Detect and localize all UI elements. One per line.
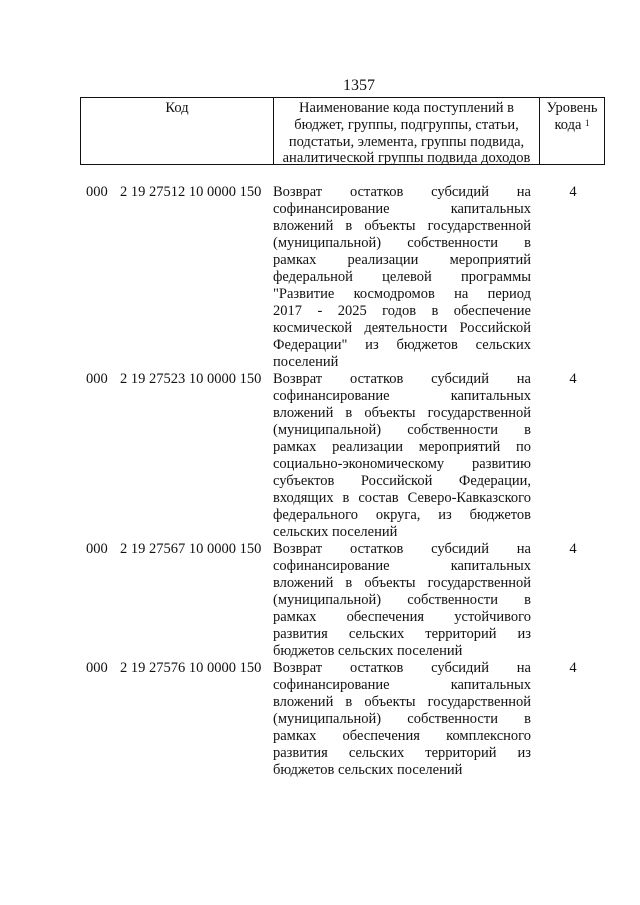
row-name-line: Возврат остатков субсидий на [273, 371, 531, 387]
row-name-line: рамках обеспечения устойчивого [273, 609, 531, 625]
header-name-line: подстатьи, элемента, группы подвида, [288, 133, 525, 150]
table-row [80, 541, 605, 660]
row-name-line: вложений в объекты государственной [273, 575, 531, 591]
header-name-line: бюджет, группы, подгруппы, статьи, [294, 116, 519, 133]
row-name-line: "Развитие космодромов на период [273, 286, 531, 302]
row-name-line: вложений в объекты государственной [273, 694, 531, 710]
row-budget-code: 2 19 27567 10 0000 150 [120, 541, 262, 557]
page-number: 1357 [343, 77, 375, 94]
row-admin-code: 000 [86, 660, 108, 676]
row-name-line: Федерации" из бюджетов сельских [273, 337, 531, 353]
row-name-line: софинансирование капитальных [273, 201, 531, 217]
row-name-line: федеральной целевой программы [273, 269, 531, 285]
row-name-line: (муниципальной) собственности в [273, 592, 531, 608]
table-row [80, 660, 605, 779]
table-body [80, 184, 605, 779]
row-level: 4 [569, 371, 577, 387]
row-name-line: (муниципальной) собственности в [273, 235, 531, 251]
header-level-line2 [540, 117, 604, 134]
table-row [80, 184, 605, 371]
row-name-line: развития сельских территорий из [273, 626, 531, 642]
row-name-line: федерального округа, из бюджетов [273, 507, 531, 523]
row-name-line: рамках реализации мероприятий [273, 252, 531, 268]
row-name-line: бюджетов сельских поселений [273, 643, 463, 659]
row-name-line: рамках обеспечения комплексного [273, 728, 531, 744]
header-name-line: Наименование кода поступлений в [299, 100, 514, 116]
row-name-line: софинансирование капитальных [273, 677, 531, 693]
row-budget-code: 2 19 27512 10 0000 150 [120, 184, 262, 200]
row-name-line: социально-экономическому развитию [273, 456, 531, 472]
row-name-line: 2017 - 2025 годов в обеспечение [273, 303, 531, 319]
row-name-line: вложений в объекты государственной [273, 218, 531, 234]
row-name-line: вложений в объекты государственной [273, 405, 531, 421]
row-admin-code: 000 [86, 184, 108, 200]
row-admin-code: 000 [86, 371, 108, 387]
row-admin-code: 000 [86, 541, 108, 557]
row-name-line: бюджетов сельских поселений [273, 762, 463, 778]
row-name-line: рамках реализации мероприятий по [273, 439, 531, 455]
row-name [273, 660, 531, 779]
header-level-line1: Уровень [546, 100, 598, 116]
header-level-label: кода [554, 116, 582, 133]
row-name-line: развития сельских территорий из [273, 745, 531, 761]
row-name-line: поселений [273, 354, 339, 370]
table-row [80, 371, 605, 541]
row-name-line: Возврат остатков субсидий на [273, 184, 531, 200]
row-level: 4 [569, 184, 577, 200]
footnote-marker: 1 [585, 117, 590, 128]
header-name [274, 98, 540, 167]
row-name-line: субъектов Российской Федерации, [273, 473, 531, 489]
row-name-line: Возврат остатков субсидий на [273, 541, 531, 557]
row-name-line: софинансирование капитальных [273, 558, 531, 574]
row-name [273, 371, 531, 541]
header-code: Код [81, 98, 274, 164]
row-level: 4 [569, 660, 577, 676]
table-header [80, 97, 605, 165]
row-name [273, 184, 531, 371]
row-name-line: софинансирование капитальных [273, 388, 531, 404]
row-name-line: (муниципальной) собственности в [273, 422, 531, 438]
header-name-line: аналитической группы подвида доходов [282, 150, 531, 167]
row-budget-code: 2 19 27523 10 0000 150 [120, 371, 262, 387]
row-name-line: сельских поселений [273, 524, 398, 540]
row-name-line: Возврат остатков субсидий на [273, 660, 531, 676]
row-name-line: входящих в состав Северо-Кавказского [273, 490, 531, 506]
row-name-line: (муниципальной) собственности в [273, 711, 531, 727]
row-name-line: космической деятельности Российской [273, 320, 531, 336]
row-budget-code: 2 19 27576 10 0000 150 [120, 660, 262, 676]
row-level: 4 [569, 541, 577, 557]
row-name [273, 541, 531, 660]
header-level [540, 98, 604, 164]
